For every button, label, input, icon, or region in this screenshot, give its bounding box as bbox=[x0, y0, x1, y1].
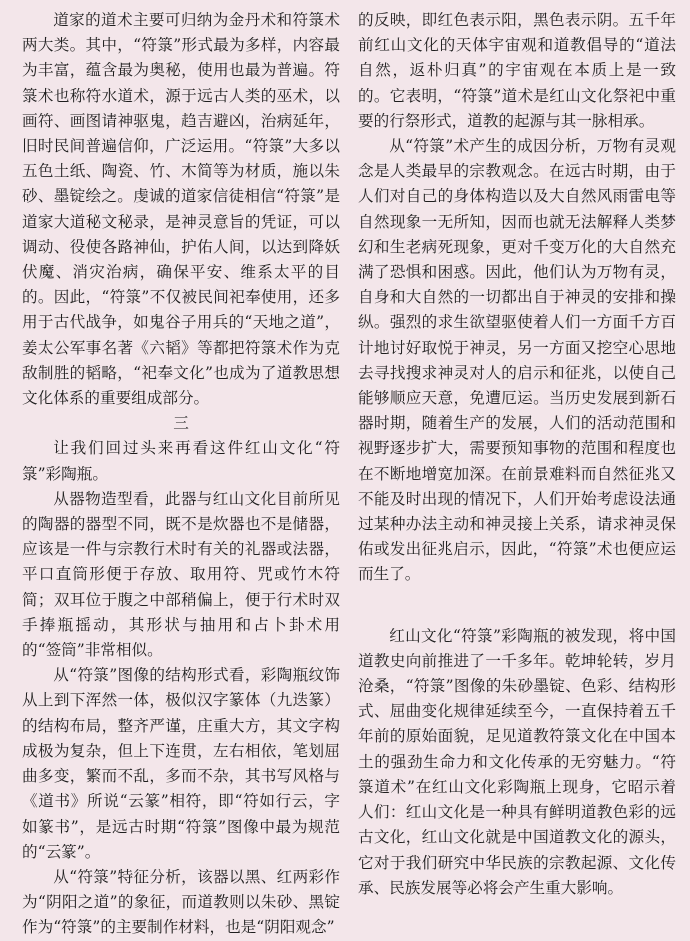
left-column bbox=[22, 8, 340, 941]
paragraph: 从器物造型看，此器与红山文化目前所见的陶器的器型不同，既不是炊器也不是储器，应该是一件与宗教行术时有关的礼器或法器，平口直筒形便于存放、取用符、咒或竹木符简；双耳位于腹之中部稍偏上，便于行术时双手捧瓶摇动，其形状与抽用和占卜卦术用的“签筒”非常相似。 bbox=[22, 489, 340, 660]
paragraph-gap bbox=[358, 588, 676, 624]
section-number: 三 bbox=[173, 414, 189, 433]
paragraph: 从“符箓”术产生的成因分析，万物有灵观念是人类最早的宗教观念。在远古时期，由于人们对自己的身体构造以及大自然风雨雷电等自然现象一无所知，因而也就无法解释人类梦幻和生老病死现象，更对千变万化的大自然充满了恐惧和困惑。因此，他们认为万物有灵，自身和大自然的一切都出自于神灵的安排和操纵。强烈的求生欲望驱使着人们一方面千方百计地讨好取悦于神灵，另一方面又挖空心思地去寻找搜求神灵对人的启示和征兆，以使自己能够顺应天意，免遭厄运。当历史发展到新石器时期，随着生产的发展，人们的活动范围和视野逐步扩大，需要预知事物的范围和程度也在不断地增宽加深。在前景难料而自然征兆又不能及时出现的情况下，人们开始考虑设法通过某种办法主动和神灵接上关系，请求神灵保佑或发出征兆启示，因此，“符箓”术也便应运而生了。 bbox=[358, 137, 676, 584]
paragraph-continued: 的反映，即红色表示阳，黑色表示阴。五千年前红山文化的天体宇宙观和道教倡导的“道法自然，返朴归真”的宇宙观在本质上是一致的。它表明，“符箓”道术是红山文化祭祀中重要的行祭形式，道教的起源与其一脉相承。 bbox=[358, 11, 676, 130]
paragraph: 从“符箓”特征分析，该器以黑、红两彩作为“阴阳之道”的象征，而道教则以朱砂、黑锭作为“符箓”的主要制作材料，也是“阴阳观念” bbox=[22, 867, 340, 937]
paragraph: 让我们回过头来再看这件红山文化“符箓”彩陶瓶。 bbox=[22, 439, 340, 483]
paragraph: 道家的道术主要可归纳为金丹术和符箓术两大类。其中，“符箓”形式最为多样，内容最为丰富，蕴含最为奥秘，使用也最为普遍。符箓术也称符水道术，源于远古人类的巫术，以画符、画图请神驱鬼，趋吉避凶，治病延年，旧时民间普遍信仰，广泛运用。“符箓”大多以五色土纸、陶瓷、竹、木简等为材质，施以朱砂、墨锭绘之。虔诚的道家信徒相信“符箓”是道家大道秘文秘录，是神灵意旨的凭证，可以调动、役使各路神仙，护佑人间，以达到降妖伏魔、消灾治病，确保平安、维系太平的目的。因此，“符箓”不仅被民间祀奉使用，还多用于古代战争，如鬼谷子用兵的“天地之道”，姜太公军事名著《六韬》等都把符箓术作为克敌制胜的韬略，“祀奉文化”也成为了道教思想文化体系的重要组成部分。 bbox=[22, 11, 340, 408]
paragraph: 红山文化“符箓”彩陶瓶的被发现，将中国道教史向前推进了一千多年。乾坤轮转，岁月沧桑，“符箓”图像的朱砂墨锭、色彩、结构形式、屈曲变化规律延续至今，一直保持着五千年前的原始面貌，足见道教符箓文化在中国本土的强劲生命力和文化传承的无穷魅力。“符箓道术”在红山文化彩陶瓶上现身，它昭示着人们：红山文化是一种具有鲜明道教色彩的远古文化，红山文化就是中国道教文化的源头，它对于我们研究中华民族的宗教起源、文化传承、民族发展等必将会产生重大影响。 bbox=[358, 626, 676, 897]
right-column bbox=[358, 8, 676, 901]
paragraph: 从“符箓”图像的结构形式看，彩陶瓶纹饰从上到下浑然一体，极似汉字篆体（九迭篆）的结构布局，整齐严谨，庄重大方，其文字构成极为复杂，但上下连贯，左右相依，笔划屈曲多变，繁而不乱，多而不杂，其书写风格与《道书》所说“云篆”相符，即“符如行云，字如篆书”，是远古时期“符箓”图像中最为规范的“云篆”。 bbox=[22, 666, 340, 861]
